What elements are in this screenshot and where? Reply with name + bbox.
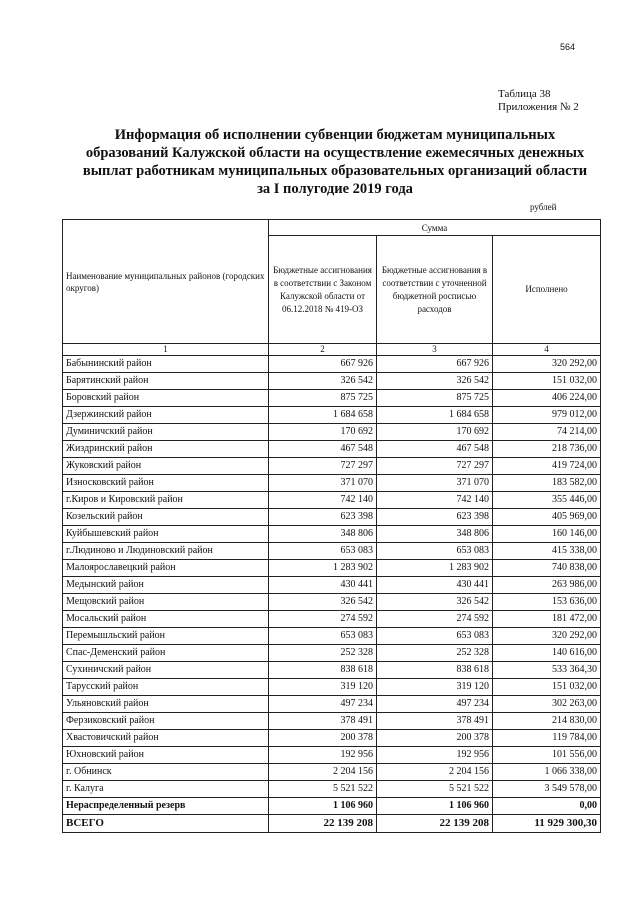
district-name: Жиздринский район [63, 441, 269, 458]
law-amount: 467 548 [269, 441, 377, 458]
budget-table [62, 219, 601, 833]
law-amount: 838 618 [269, 662, 377, 679]
executed-amount: 320 292,00 [493, 356, 601, 373]
law-amount: 252 328 [269, 645, 377, 662]
executed-amount: 302 263,00 [493, 696, 601, 713]
district-name: Дзержинский район [63, 407, 269, 424]
law-amount: 326 542 [269, 594, 377, 611]
district-name: Думиничский район [63, 424, 269, 441]
revised-amount: 5 521 522 [377, 781, 493, 798]
table-row [63, 373, 601, 390]
total-revised-amount: 22 139 208 [377, 815, 493, 833]
revised-amount: 838 618 [377, 662, 493, 679]
district-name: Куйбышевский район [63, 526, 269, 543]
total-law-amount: 22 139 208 [269, 815, 377, 833]
table-row [63, 356, 601, 373]
reserve-name: Нераспределенный резерв [63, 798, 269, 815]
executed-amount: 183 582,00 [493, 475, 601, 492]
table-row [63, 441, 601, 458]
executed-amount: 320 292,00 [493, 628, 601, 645]
executed-amount: 74 214,00 [493, 424, 601, 441]
law-amount: 326 542 [269, 373, 377, 390]
district-name: г. Калуга [63, 781, 269, 798]
total-row [63, 815, 601, 833]
table-row [63, 526, 601, 543]
revised-amount: 274 592 [377, 611, 493, 628]
title-line: Информация об исполнении субвенции бюджетам муниципальных [114, 127, 556, 143]
law-amount: 2 204 156 [269, 764, 377, 781]
column-header-law-allocation: Бюджетные ассигнования в соответствии с Законом Калужской области от 06.12.2018 № 419-ОЗ [269, 236, 377, 344]
district-name: Козельский район [63, 509, 269, 526]
column-number: 1 [63, 344, 269, 356]
table-row [63, 747, 601, 764]
revised-amount: 326 542 [377, 594, 493, 611]
district-name: Спас-Деменский район [63, 645, 269, 662]
law-amount: 1 283 902 [269, 560, 377, 577]
column-header-revised-allocation: Бюджетные ассигнования в соответствии с уточненной бюджетной росписью расходов [377, 236, 493, 344]
table-row [63, 730, 601, 747]
district-name: г. Обнинск [63, 764, 269, 781]
revised-amount: 667 926 [377, 356, 493, 373]
revised-amount: 430 441 [377, 577, 493, 594]
page-number: 564 [560, 42, 576, 52]
revised-amount: 170 692 [377, 424, 493, 441]
revised-amount: 2 204 156 [377, 764, 493, 781]
district-name: Мосальский район [63, 611, 269, 628]
revised-amount: 1 684 658 [377, 407, 493, 424]
executed-amount: 740 838,00 [493, 560, 601, 577]
district-name: Бабынинский район [63, 356, 269, 373]
law-amount: 200 378 [269, 730, 377, 747]
reserve-row [63, 798, 601, 815]
units-label: рублей [530, 202, 557, 212]
executed-amount: 181 472,00 [493, 611, 601, 628]
document-title [60, 126, 610, 198]
revised-amount: 742 140 [377, 492, 493, 509]
law-amount: 497 234 [269, 696, 377, 713]
executed-amount: 151 032,00 [493, 679, 601, 696]
district-name: г.Киров и Кировский район [63, 492, 269, 509]
executed-amount: 218 736,00 [493, 441, 601, 458]
executed-amount: 979 012,00 [493, 407, 601, 424]
district-name: Малоярославецкий район [63, 560, 269, 577]
law-amount: 319 120 [269, 679, 377, 696]
revised-amount: 623 398 [377, 509, 493, 526]
revised-amount: 348 806 [377, 526, 493, 543]
revised-amount: 653 083 [377, 628, 493, 645]
executed-amount: 419 724,00 [493, 458, 601, 475]
district-name: Перемышльский район [63, 628, 269, 645]
executed-amount: 119 784,00 [493, 730, 601, 747]
executed-amount: 214 830,00 [493, 713, 601, 730]
table-row [63, 492, 601, 509]
appendix-reference: Приложения № 2 [498, 101, 579, 113]
law-amount: 430 441 [269, 577, 377, 594]
executed-amount: 1 066 338,00 [493, 764, 601, 781]
revised-amount: 200 378 [377, 730, 493, 747]
table-row [63, 577, 601, 594]
revised-amount: 653 083 [377, 543, 493, 560]
law-amount: 170 692 [269, 424, 377, 441]
revised-amount: 467 548 [377, 441, 493, 458]
revised-amount: 378 491 [377, 713, 493, 730]
district-name: Сухиничский район [63, 662, 269, 679]
revised-amount: 371 070 [377, 475, 493, 492]
executed-amount: 406 224,00 [493, 390, 601, 407]
table-row [63, 560, 601, 577]
district-name: Мещовский район [63, 594, 269, 611]
column-header-executed: Исполнено [493, 236, 601, 344]
executed-amount: 405 969,00 [493, 509, 601, 526]
total-name: ВСЕГО [63, 815, 269, 833]
district-name: г.Людиново и Людиновский район [63, 543, 269, 560]
table-row [63, 662, 601, 679]
table-number: Таблица 38 [498, 88, 551, 100]
column-header-name: Наименование муниципальных районов (городских округов) [63, 220, 269, 344]
column-number: 3 [377, 344, 493, 356]
executed-amount: 160 146,00 [493, 526, 601, 543]
executed-amount: 533 364,30 [493, 662, 601, 679]
executed-amount: 140 616,00 [493, 645, 601, 662]
executed-amount: 153 636,00 [493, 594, 601, 611]
district-name: Ферзиковский район [63, 713, 269, 730]
executed-amount: 101 556,00 [493, 747, 601, 764]
law-amount: 653 083 [269, 628, 377, 645]
executed-amount: 3 549 578,00 [493, 781, 601, 798]
executed-amount: 263 986,00 [493, 577, 601, 594]
table-row [63, 696, 601, 713]
revised-amount: 326 542 [377, 373, 493, 390]
table-row [63, 475, 601, 492]
column-header-sum: Сумма [269, 220, 601, 236]
district-name: Хвастовичский район [63, 730, 269, 747]
table-row [63, 458, 601, 475]
title-line: образований Калужской области на осуществление ежемесячных денежных [85, 145, 585, 161]
table-row [63, 679, 601, 696]
table-row [63, 543, 601, 560]
district-name: Медынский район [63, 577, 269, 594]
law-amount: 192 956 [269, 747, 377, 764]
reserve-executed-amount: 0,00 [493, 798, 601, 815]
law-amount: 653 083 [269, 543, 377, 560]
law-amount: 667 926 [269, 356, 377, 373]
law-amount: 5 521 522 [269, 781, 377, 798]
revised-amount: 727 297 [377, 458, 493, 475]
table-row [63, 611, 601, 628]
district-name: Ульяновский район [63, 696, 269, 713]
table-row [63, 407, 601, 424]
revised-amount: 252 328 [377, 645, 493, 662]
reserve-law-amount: 1 106 960 [269, 798, 377, 815]
law-amount: 274 592 [269, 611, 377, 628]
total-executed-amount: 11 929 300,30 [493, 815, 601, 833]
table-row [63, 424, 601, 441]
district-name: Жуковский район [63, 458, 269, 475]
revised-amount: 192 956 [377, 747, 493, 764]
reserve-revised-amount: 1 106 960 [377, 798, 493, 815]
revised-amount: 319 120 [377, 679, 493, 696]
table-row [63, 713, 601, 730]
law-amount: 727 297 [269, 458, 377, 475]
table-row [63, 390, 601, 407]
revised-amount: 497 234 [377, 696, 493, 713]
table-reference [498, 88, 610, 114]
district-name: Тарусский район [63, 679, 269, 696]
column-number: 4 [493, 344, 601, 356]
table-row [63, 628, 601, 645]
district-name: Юхновский район [63, 747, 269, 764]
title-line: за I полугодие 2019 года [257, 181, 413, 197]
law-amount: 875 725 [269, 390, 377, 407]
title-line: выплат работникам муниципальных образовательных организаций области [82, 163, 588, 179]
executed-amount: 151 032,00 [493, 373, 601, 390]
district-name: Боровский район [63, 390, 269, 407]
table-row [63, 645, 601, 662]
law-amount: 1 684 658 [269, 407, 377, 424]
table-row [63, 594, 601, 611]
district-name: Износковский район [63, 475, 269, 492]
law-amount: 378 491 [269, 713, 377, 730]
executed-amount: 415 338,00 [493, 543, 601, 560]
executed-amount: 355 446,00 [493, 492, 601, 509]
law-amount: 623 398 [269, 509, 377, 526]
district-name: Барятинский район [63, 373, 269, 390]
law-amount: 348 806 [269, 526, 377, 543]
revised-amount: 1 283 902 [377, 560, 493, 577]
law-amount: 742 140 [269, 492, 377, 509]
table-row [63, 509, 601, 526]
revised-amount: 875 725 [377, 390, 493, 407]
law-amount: 371 070 [269, 475, 377, 492]
table-row [63, 781, 601, 798]
column-number: 2 [269, 344, 377, 356]
table-row [63, 764, 601, 781]
